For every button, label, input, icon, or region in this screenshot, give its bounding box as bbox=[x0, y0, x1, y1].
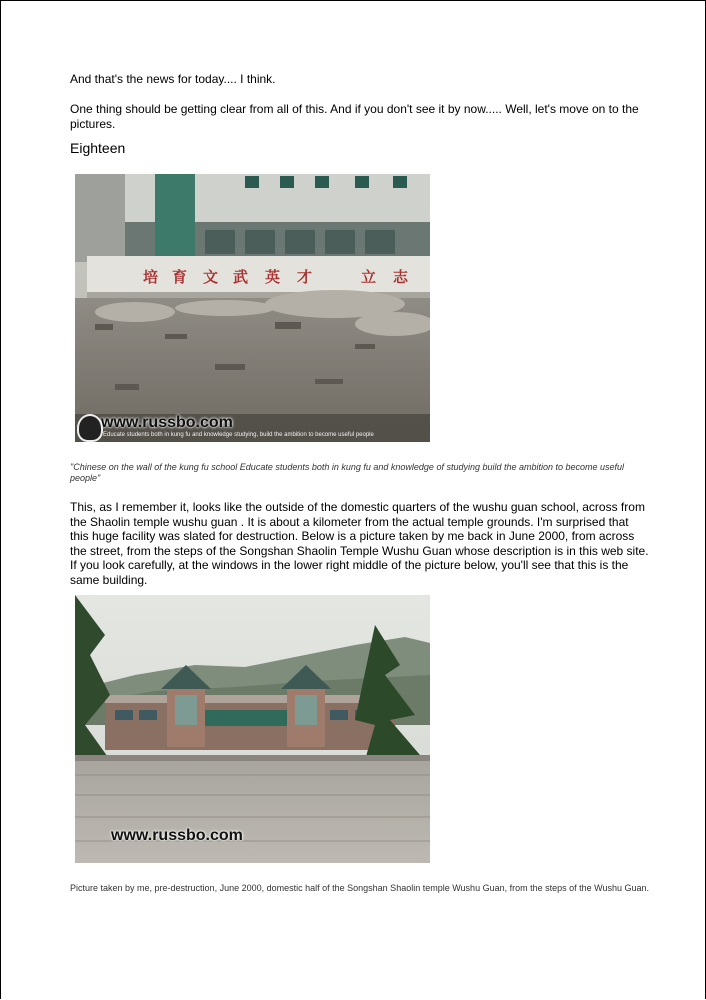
watermark-2: www.russbo.com bbox=[111, 827, 243, 844]
wall-char-5: 英 bbox=[265, 268, 281, 286]
watermark-1: www.russbo.com bbox=[101, 414, 233, 431]
section-heading: Eighteen bbox=[70, 140, 126, 156]
wall-char-6: 才 bbox=[297, 268, 313, 286]
school-scene bbox=[75, 595, 430, 863]
clear-paragraph: One thing should be getting clear from all of this. And if you don't see it by now..... Well, let's move on to the pictures. bbox=[70, 102, 639, 131]
school-photo bbox=[75, 595, 430, 863]
photo2-caption: Picture taken by me, pre-destruction, June 2000, domestic half of the Songshan Shaolin temple Wushu Guan, from the steps of the Wushu Guan. bbox=[70, 883, 649, 893]
photo1-caption: "Chinese on the wall of the kung fu school Educate students both in kung fu and knowledge of studying build the ambition to become useful people" bbox=[70, 462, 625, 483]
demolition-scene bbox=[75, 174, 430, 442]
demolition-photo bbox=[75, 174, 430, 442]
description-paragraph: This, as I remember it, looks like the outside of the domestic quarters of the wushu guan school, across from the Shaolin temple wushu guan . It is about a kilometer from the actual temple grounds. I'm surprised that this huge facility was slated for destruction. Below is a picture taken by me back in June 2000, from across the street, from the steps of the Songshan Shaolin Temple Wushu Guan whose description is in this web site. If you look carefully, at the windows in the lower right middle of the picture below, you'll see that this is the same building. bbox=[70, 500, 649, 587]
wall-char-2: 育 bbox=[172, 268, 188, 286]
wall-char-3: 文 bbox=[203, 268, 219, 286]
photo1-subtitle: Educate students both in kung fu and knowledge studying, build the ambition to become useful people bbox=[103, 432, 374, 438]
wall-char-1: 培 bbox=[143, 268, 159, 286]
wall-char-7: 立 bbox=[361, 268, 377, 286]
logo-icon bbox=[77, 414, 103, 442]
news-paragraph: And that's the news for today.... I think. bbox=[70, 72, 276, 86]
wall-char-4: 武 bbox=[233, 268, 249, 286]
wall-char-8: 志 bbox=[393, 268, 409, 286]
